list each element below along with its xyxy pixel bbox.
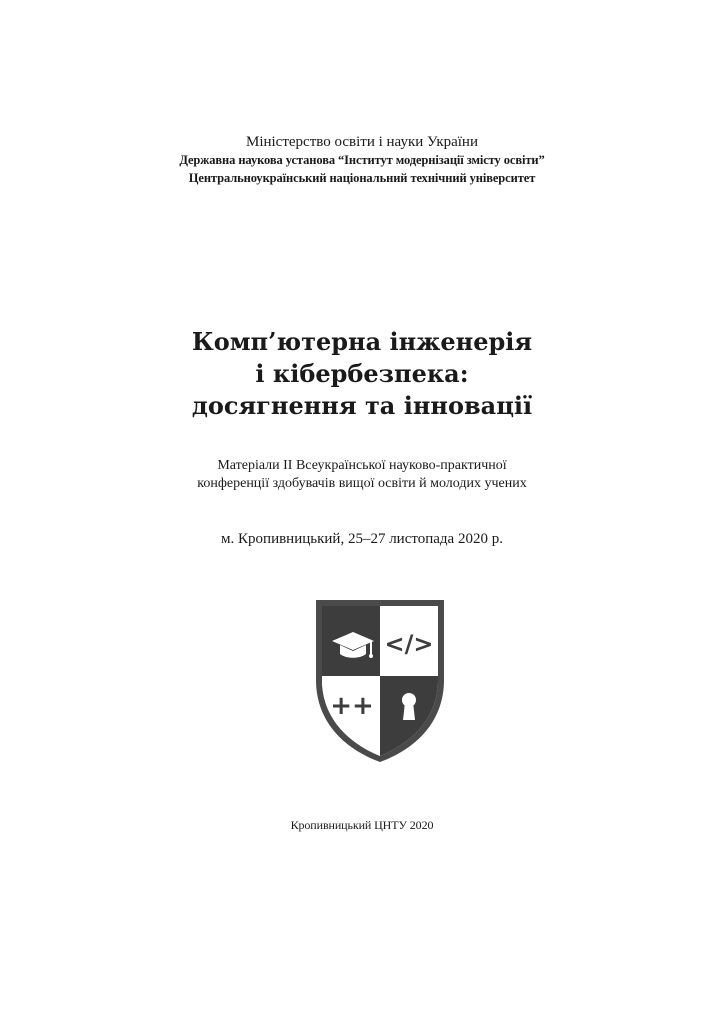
- document-title: [0, 326, 724, 422]
- publisher-footer: Кропивницький ЦНТУ 2020: [290, 818, 434, 832]
- plus-plus-icon: ++: [330, 691, 374, 721]
- subtitle-line-1: Матеріали ІІ Всеукраїнської науково-практичної: [217, 458, 507, 473]
- ministry-line: Міністерство освіти і науки України: [245, 134, 478, 150]
- shield-logo-icon: [312, 596, 448, 764]
- document-subtitle: [0, 457, 724, 493]
- code-brackets-icon: </>: [384, 630, 434, 658]
- header-block: [0, 133, 724, 187]
- subtitle-line-2: конференції здобувачів вищої освіти й молодих учених: [197, 476, 527, 491]
- place-date: м. Кропивницький, 25–27 листопада 2020 р.: [221, 531, 503, 547]
- title-line-2: і кібербезпека:: [255, 359, 469, 388]
- institute-line: Державна наукова установа “Інститут модернізації змісту освіти”: [179, 153, 545, 167]
- title-line-1: Комп’ютерна інженерія: [191, 327, 533, 356]
- university-line: Центральноукраїнський національний технічний університет: [188, 171, 536, 185]
- title-line-3: досягнення та інновації: [191, 391, 533, 420]
